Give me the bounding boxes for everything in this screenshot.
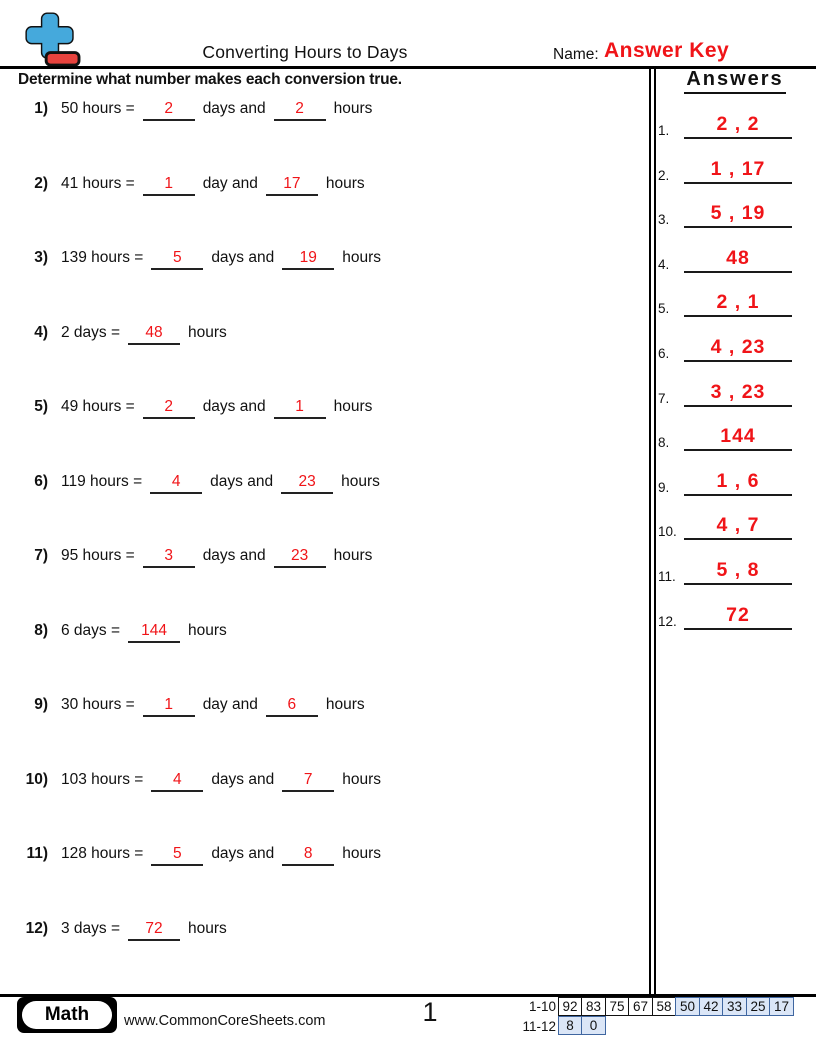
score-cell: 25 [746,997,771,1016]
answer-item-value: 1 , 6 [716,469,760,492]
answer-item-number: 9. [658,479,670,495]
answer-item-number: 11. [658,569,676,584]
problem-pre-text: 128 hours = [61,845,144,862]
answer-item-line [684,271,792,273]
answer-blank-2: 1 [274,398,326,419]
problem-mid-text: days and [210,472,274,490]
answer-item-number: 1. [658,123,670,138]
score-cell: 92 [558,997,583,1016]
problem-mid-text: day and [202,174,258,192]
problem-mid-text: days and [211,770,275,788]
answer-blank-2: 2 [274,100,326,121]
answer-item [656,281,796,317]
problem-post-text: hours [342,845,382,862]
answer-item-number: 4. [658,256,670,272]
answer-item-number: 12. [658,613,677,629]
answer-blank-2: 23 [274,547,326,568]
answer-blank-2: 17 [266,175,318,196]
problem-mid-text: day and [202,696,258,713]
problem-pre-text: 41 hours = [61,174,135,192]
answer-item-value: 4 , 23 [710,336,766,358]
problem-row [18,771,381,792]
answer-item-value: 5 , 8 [716,559,760,581]
score-grid [518,996,794,1036]
score-cell: 0 [581,1016,606,1035]
problem-pre-text: 49 hours = [61,398,135,415]
answer-item-value: 1 , 17 [710,157,766,180]
answer-item-value: 4 , 7 [716,514,760,537]
problem-mid-text: days and [202,100,266,117]
instruction-text: Determine what number makes each conversion true. [18,71,402,88]
answer-item [656,594,796,630]
answer-item-line [684,494,792,496]
answer-item-number: 10. [658,524,677,540]
problem-number: 5) [34,398,48,415]
answer-blank-1: 48 [128,324,180,345]
answer-blank-1: 72 [128,920,180,941]
problem-number: 4) [34,323,48,341]
problem-post-text: hours [333,398,373,415]
answer-key-label: Answer Key [604,39,730,62]
problem-pre-text: 103 hours = [61,770,144,788]
answer-item-number: 2. [658,167,670,183]
answer-blank-1: 3 [143,547,195,568]
problem-number: 6) [34,472,48,490]
problem-post-text: hours [333,100,373,117]
problem-row [18,398,372,419]
problem-row [18,845,381,866]
problem-row [18,473,380,494]
answer-item-value: 2 , 1 [716,291,760,314]
problem-pre-text: 119 hours = [61,472,143,490]
answer-item-value: 5 , 19 [710,202,766,225]
answer-item-number: 6. [658,346,670,361]
score-cell: 67 [628,997,653,1016]
answer-item-value: 144 [720,425,756,448]
answer-blank-2: 23 [281,473,333,494]
problem-post-text: hours [188,621,227,639]
answer-item-line [684,583,792,585]
problem-pre-text: 50 hours = [61,100,135,117]
answer-item-number: 3. [658,212,670,228]
answer-blank-1: 144 [128,622,180,643]
problem-post-text: hours [188,919,227,937]
answer-blank-1: 5 [151,845,203,866]
score-row-label: 11-12 [522,1018,556,1034]
problem-row [18,696,365,717]
answer-item-line [684,137,792,139]
answer-item [656,371,796,407]
problem-row [18,100,372,121]
problem-pre-text: 3 days = [61,919,121,937]
page-title: Converting Hours to Days [202,42,408,62]
problem-post-text: hours [341,472,380,490]
answer-blank-1: 2 [143,398,195,419]
answer-item-line [684,315,792,317]
answer-item-line [684,405,792,407]
problem-mid-text: days and [211,249,275,266]
problem-row [18,547,372,568]
score-row-label: 1-10 [528,998,556,1014]
answer-item-line [684,628,792,630]
answer-item [656,192,796,228]
problem-number: 9) [34,696,48,713]
problem-mid-text: days and [211,845,275,862]
answer-item-line [684,449,792,451]
score-cell: 75 [605,997,630,1016]
problem-number: 7) [34,547,48,564]
problem-number: 1) [34,100,48,117]
problem-number: 12) [25,919,48,937]
answer-blank-1: 2 [143,100,195,121]
name-label: Name: [553,46,599,63]
problem-pre-text: 6 days = [61,621,121,639]
problem-mid-text: days and [202,547,266,564]
answer-blank-1: 4 [151,771,203,792]
answer-item [656,460,796,496]
score-cell: 8 [558,1016,583,1035]
problem-row [18,249,381,270]
answers-heading: Answers [684,68,785,94]
problem-post-text: hours [188,323,227,341]
answer-item-value: 3 , 23 [710,380,766,403]
subject-badge [17,997,117,1033]
problem-row [18,622,227,643]
score-cell: 83 [581,997,606,1016]
answer-item-value: 72 [726,603,750,626]
problem-post-text: hours [342,770,382,788]
answer-item [656,237,796,273]
answer-blank-1: 1 [143,175,195,196]
answer-blank-2: 6 [266,696,318,717]
answer-item [656,326,796,362]
answer-blank-1: 5 [151,249,203,270]
answer-item-number: 5. [658,301,670,317]
answer-item-line [684,538,792,540]
problem-number: 10) [25,770,48,788]
problem-number: 8) [34,621,48,639]
score-cell: 17 [769,997,794,1016]
page-number: 1 [422,997,438,1027]
problem-pre-text: 2 days = [61,323,121,341]
answer-blank-1: 1 [143,696,195,717]
answer-item [656,103,796,139]
problem-pre-text: 95 hours = [61,547,135,564]
score-cell: 42 [699,997,724,1016]
problem-row [18,324,227,345]
score-cell: 50 [675,997,700,1016]
answer-item-line [684,226,792,228]
problem-post-text: hours [333,547,373,564]
problem-post-text: hours [325,696,365,713]
answer-item-line [684,182,792,184]
answers-heading-wrap [660,68,810,94]
problem-pre-text: 139 hours = [61,249,144,266]
problem-mid-text: days and [202,398,266,415]
problem-post-text: hours [342,249,382,266]
answer-item-value: 2 , 2 [716,113,760,135]
answer-blank-2: 8 [282,845,334,866]
problem-pre-text: 30 hours = [61,696,135,713]
answer-item [656,148,796,184]
problem-row [18,175,365,196]
subject-badge-label: Math [22,1001,112,1029]
answer-item-number: 8. [658,435,670,451]
answer-item [656,415,796,451]
problem-number: 3) [34,249,48,266]
website-text: www.CommonCoreSheets.com [124,1013,326,1029]
score-cell: 58 [652,997,677,1016]
answer-item-number: 7. [658,390,670,406]
problem-row [18,920,227,941]
answer-blank-2: 7 [282,771,334,792]
answer-blank-2: 19 [282,249,334,270]
problem-number: 2) [34,174,48,192]
answer-item-value: 48 [726,246,750,269]
answer-item [656,549,796,585]
problem-number: 11) [26,845,48,862]
score-row [518,1016,794,1036]
answers-divider [649,67,656,995]
score-cell: 33 [722,997,747,1016]
answer-blank-1: 4 [150,473,202,494]
answer-item [656,504,796,540]
score-row [518,996,794,1016]
answer-item-line [684,360,792,362]
commoncoresheets-logo-icon [20,12,82,68]
problem-post-text: hours [325,174,365,192]
